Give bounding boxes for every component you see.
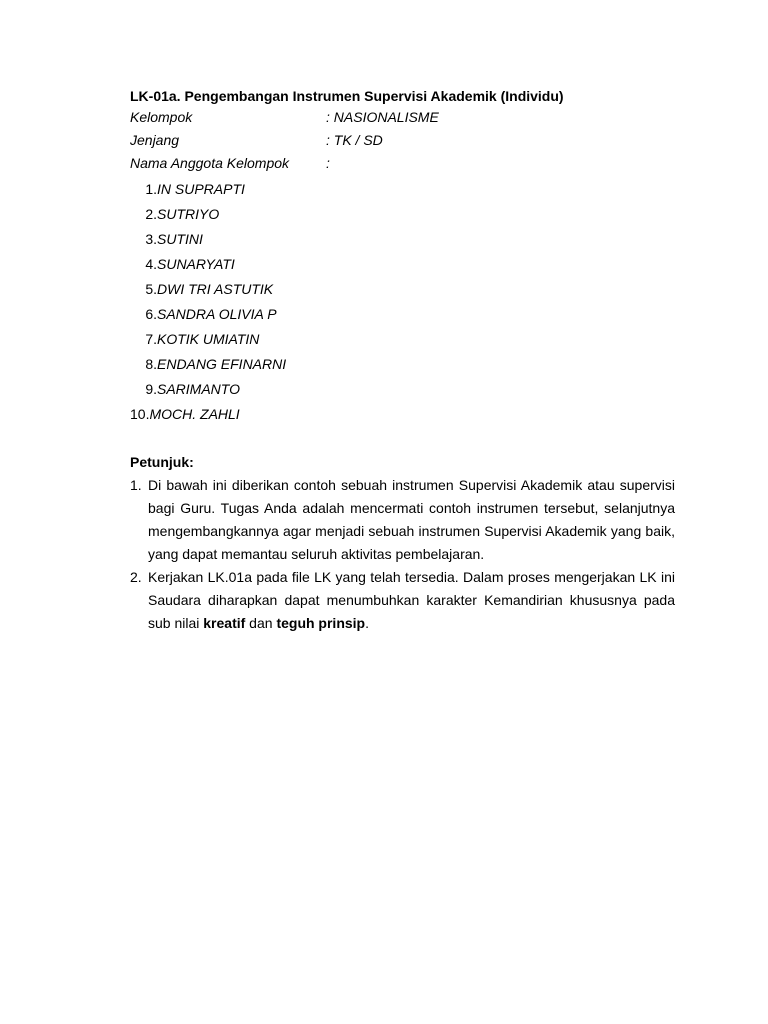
list-item xyxy=(130,402,675,427)
list-item xyxy=(130,202,675,227)
member-name: DWI TRI ASTUTIK xyxy=(157,281,274,297)
meta-value-jenjang: : TK / SD xyxy=(326,132,383,148)
instruction-text-part: . xyxy=(365,615,369,631)
member-number: 4. xyxy=(145,256,157,272)
emphasis-teguh-prinsip: teguh prinsip xyxy=(276,615,366,631)
meta-row-jenjang xyxy=(130,129,675,152)
meta-value-kelompok: : NASIONALISME xyxy=(326,109,439,125)
member-list xyxy=(130,177,675,427)
instruction-text xyxy=(148,566,675,635)
document-title: LK-01a. Pengembangan Instrumen Supervisi Akademik (Individu) xyxy=(130,88,564,104)
meta-row-anggota xyxy=(130,152,675,175)
meta-label-jenjang: Jenjang xyxy=(130,132,180,148)
instruction-number: 1. xyxy=(130,477,142,493)
instruction-item xyxy=(130,566,675,635)
member-number: 2. xyxy=(145,206,157,222)
instruction-item xyxy=(130,474,675,566)
member-name: SUTINI xyxy=(157,231,203,247)
member-number: 10. xyxy=(130,406,150,422)
instruction-text-part: Kerjakan LK.01a pada file LK yang telah tersedia. Dalam proses mengerjakan LK ini Saudara diharapkan dapat menumbuhkan karakter Kemandirian khususnya pada sub nilai xyxy=(148,569,675,631)
instructions-heading: Petunjuk: xyxy=(130,454,194,470)
member-name: SANDRA OLIVIA P xyxy=(157,306,277,322)
document-page xyxy=(130,86,675,635)
member-name: SARIMANTO xyxy=(157,381,240,397)
meta-label-anggota: Nama Anggota Kelompok xyxy=(130,155,290,171)
meta-row-kelompok xyxy=(130,106,675,129)
member-name: MOCH. ZAHLI xyxy=(149,406,240,422)
member-number: 9. xyxy=(145,381,157,397)
list-item xyxy=(130,377,675,402)
instruction-text-part: dan xyxy=(245,615,277,631)
meta-label-kelompok: Kelompok xyxy=(130,109,193,125)
list-item xyxy=(130,227,675,252)
member-number: 8. xyxy=(145,356,157,372)
list-item xyxy=(130,302,675,327)
instructions-list xyxy=(130,474,675,635)
member-name: ENDANG EFINARNI xyxy=(157,356,287,372)
member-number: 1. xyxy=(145,181,157,197)
list-item xyxy=(130,177,675,202)
member-name: SUNARYATI xyxy=(157,256,235,272)
meta-value-anggota: : xyxy=(326,155,330,171)
list-item xyxy=(130,277,675,302)
list-item xyxy=(130,327,675,352)
instruction-number: 2. xyxy=(130,569,142,585)
list-item xyxy=(130,252,675,277)
member-name: IN SUPRAPTI xyxy=(157,181,245,197)
list-item xyxy=(130,352,675,377)
member-number: 6. xyxy=(145,306,157,322)
member-number: 7. xyxy=(145,331,157,347)
member-number: 5. xyxy=(145,281,157,297)
member-name: KOTIK UMIATIN xyxy=(157,331,260,347)
member-name: SUTRIYO xyxy=(157,206,220,222)
instruction-text: Di bawah ini diberikan contoh sebuah instrumen Supervisi Akademik atau supervisi bagi Guru. Tugas Anda adalah mencermati contoh instrumen tersebut, selanjutnya mengembangkannya agar menjadi sebuah instrumen Supervisi Akademik yang baik, yang dapat memantau seluruh aktivitas pembelajaran. xyxy=(148,477,675,562)
emphasis-kreatif: kreatif xyxy=(203,615,246,631)
member-number: 3. xyxy=(145,231,157,247)
